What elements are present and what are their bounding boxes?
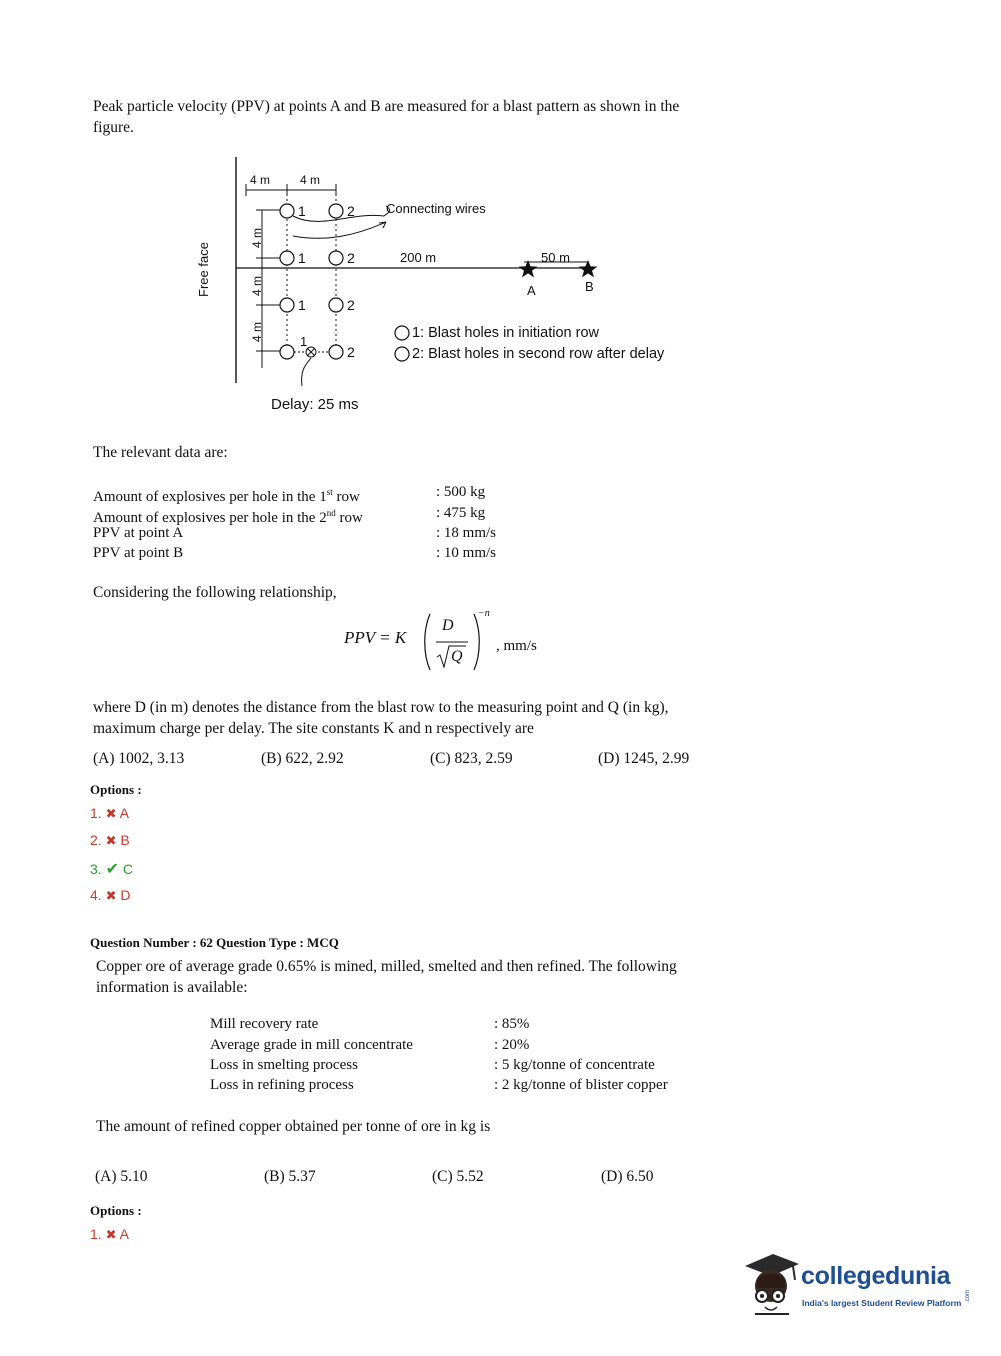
hole-label-2: 2 (347, 344, 355, 360)
legend-initiation-row: 1: Blast holes in initiation row (412, 325, 599, 341)
hole-label-1: 1 (300, 334, 308, 349)
brand-suffix: .com (965, 1289, 971, 1303)
q62-intro (96, 956, 801, 998)
hole-label-2: 2 (347, 297, 355, 313)
q61-option-3: 3. ✔ C (90, 861, 133, 878)
q61-intro-line2: figure. (93, 119, 134, 136)
delay-label: Delay: 25 ms (271, 396, 359, 413)
ppv-formula (344, 608, 564, 674)
q62-data-value-3: : 5 kg/tonne of concentrate (494, 1057, 655, 1073)
wrong-mark-icon: ✖ (105, 888, 117, 903)
q62-header: Question Number : 62 Question Type : MCQ (90, 935, 339, 950)
blast-pattern-figure (180, 150, 720, 420)
q61-choice-a: (A) 1002, 3.13 (93, 750, 185, 767)
hole-label-2: 2 (347, 250, 355, 266)
wrong-mark-icon: ✖ (105, 833, 117, 848)
brand-suffix-box (965, 1273, 977, 1303)
q62-question: The amount of refined copper obtained per tonne of ore in kg is (96, 1118, 491, 1135)
hole-label-1: 1 (298, 203, 306, 219)
q62-options-label: Options : (90, 1203, 142, 1218)
spacing-label-2: 4 m (300, 173, 321, 187)
q61-data-value-4: : 10 mm/s (436, 545, 497, 561)
brand-tagline: India's largest Student Review Platform (802, 1298, 962, 1308)
q61-option-2: 2. ✖ B (90, 832, 130, 848)
formula-lhs: PPV = K (344, 628, 407, 647)
free-face-label-box (188, 234, 218, 314)
q61-data-value-2: : 475 kg (436, 505, 486, 521)
q62-data-value-1: : 85% (494, 1016, 530, 1032)
formula-numerator: D (442, 617, 454, 634)
q61-option-4: 4. ✖ D (90, 887, 131, 903)
q61-where-line1: where D (in m) denotes the distance from the blast row to the measuring point and Q (in kg), (93, 699, 669, 716)
formula-exponent: −n (478, 608, 490, 619)
hole-label-2: 2 (347, 203, 355, 219)
q61-where-line2: maximum charge per delay. The site constants K and n respectively are (93, 720, 534, 737)
q61-data-label-3: PPV at point A (93, 525, 184, 541)
formula-unit: , mm/s (496, 638, 537, 654)
q62-data-label-4: Loss in refining process (210, 1077, 354, 1093)
q62-choice-c: (C) 5.52 (432, 1168, 484, 1185)
q61-data-value-3: : 18 mm/s (436, 525, 497, 541)
q62-data-table (210, 1014, 730, 1098)
q62-choice-d: (D) 6.50 (601, 1168, 654, 1185)
q61-where-text (93, 697, 803, 739)
q62-data-label-2: Average grade in mill concentrate (210, 1037, 413, 1053)
burden-box-2 (244, 275, 270, 296)
burden-label-2: 4 m (250, 275, 264, 296)
q62-data-value-2: : 20% (494, 1037, 530, 1053)
connecting-wires-label: Connecting wires (386, 201, 486, 216)
formula-denominator: Q (451, 648, 463, 665)
q61-data-value-1: : 500 kg (436, 484, 486, 500)
q62-choice-a: (A) 5.10 (95, 1168, 148, 1185)
q61-data-table (93, 482, 593, 564)
q61-choice-c: (C) 823, 2.59 (430, 750, 513, 767)
point-b-label: B (585, 279, 594, 294)
burden-box-1 (244, 227, 270, 248)
distance-50-label: 50 m (541, 250, 570, 265)
q62-intro-line1: Copper ore of average grade 0.65% is mined, milled, smelted and then refined. The following (96, 958, 677, 975)
wrong-mark-icon: ✖ (105, 806, 117, 821)
collegedunia-logo (741, 1250, 981, 1320)
q62-data-label-3: Loss in smelting process (210, 1057, 358, 1073)
mascot-icon (741, 1250, 801, 1316)
q61-intro (93, 96, 803, 138)
q61-data-label-2: Amount of explosives per hole in the 2nd row (93, 508, 363, 526)
hole-label-1: 1 (298, 297, 306, 313)
burden-label-1: 4 m (250, 227, 264, 248)
q62-data-label-1: Mill recovery rate (210, 1016, 319, 1032)
check-mark-icon: ✔ (105, 861, 119, 878)
q62-data-value-4: : 2 kg/tonne of blister copper (494, 1077, 668, 1093)
q62-option-1: 1. ✖ A (90, 1226, 129, 1242)
hole-label-1: 1 (298, 250, 306, 266)
q61-choice-d: (D) 1245, 2.99 (598, 750, 690, 767)
q61-data-label-4: PPV at point B (93, 545, 184, 561)
q61-relation-intro: Considering the following relationship, (93, 584, 337, 601)
spacing-label-1: 4 m (250, 173, 271, 187)
free-face-label: Free face (196, 242, 211, 297)
burden-box-3 (244, 321, 270, 342)
q62-choice-b: (B) 5.37 (264, 1168, 316, 1185)
brand-name: collegedunia (801, 1262, 951, 1290)
q61-choice-b: (B) 622, 2.92 (261, 750, 344, 767)
burden-label-3: 4 m (250, 321, 264, 342)
q61-data-label-1: Amount of explosives per hole in the 1st row (93, 487, 360, 505)
wrong-mark-icon: ✖ (105, 1227, 117, 1242)
point-a-label: A (527, 283, 536, 298)
distance-200-label: 200 m (400, 250, 437, 265)
q62-intro-line2: information is available: (96, 979, 248, 996)
q61-data-intro: The relevant data are: (93, 444, 228, 461)
q61-intro-line1: Peak particle velocity (PPV) at points A and B are measured for a blast pattern as shown in the (93, 98, 680, 115)
legend-second-row: 2: Blast holes in second row after delay (412, 346, 665, 362)
q61-option-1: 1. ✖ A (90, 805, 129, 821)
q61-options-label: Options : (90, 782, 142, 797)
